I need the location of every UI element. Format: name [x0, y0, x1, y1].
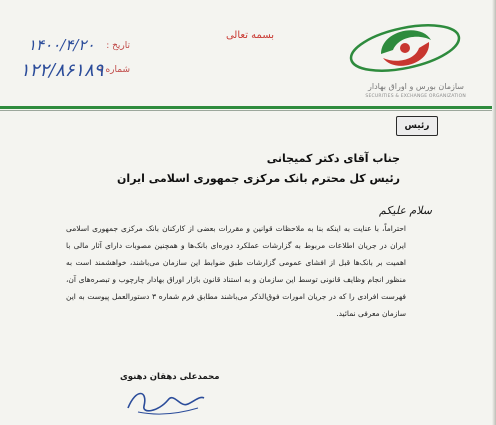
- handwritten-date: ۱۴۰۰/۴/۲۰: [28, 36, 95, 54]
- number-label: شماره :: [99, 65, 130, 75]
- organization-logo: [345, 8, 465, 88]
- handwritten-number: ۱۲۲/۸۶۱۸۹: [20, 60, 104, 81]
- addressee-name: جناب آقای دکتر کمیجانی: [266, 152, 400, 165]
- header-divider-green: [0, 106, 496, 109]
- bismillah-heading: بسمه تعالی: [225, 30, 275, 41]
- org-name-en: SECURITIES & EXCHANGE ORGANIZATION: [365, 94, 466, 99]
- handwritten-signature: [118, 378, 208, 420]
- date-label: تاریخ :: [106, 41, 130, 51]
- office-stamp: رئیس: [396, 116, 438, 136]
- letter-body: [66, 220, 406, 322]
- org-name-fa: سازمان بورس و اوراق بهادار: [367, 82, 464, 91]
- body-paragraph: احتراماً، با عنایت به اینکه بنا به ملاحظات قوانین و مقررات بعضی از کارکنان بانک مرکزی جمهوری اسلامی ایران در جریان اطلاعات مربوط به گزارشات عملکرد دوره‌ای بانک‌ها و همچنین مصوبات دارای آثار مالی با اهمیت بر بانک‌ها قبل از افشای عمومی گزارشات طبق ضوابط این سازمان می‌باشند، خواهشمند است به منظور انجام وظایف قانونی توسط این سازمان و به استناد قانون بازار اوراق بهادار چارچوب و تبصره‌های آن، فهرست افرادی را که در جریان امورات فوق‌الذکر می‌باشند مطابق فرم شماره ۳ دستورالعمل پیوست به این سازمان معرفی نمائید.: [66, 224, 406, 318]
- page-edge-shadow: [492, 0, 496, 425]
- salutation: سلام علیکم: [378, 204, 432, 217]
- signer-name: محمدعلی دهقان دهنوی: [120, 372, 220, 382]
- header-divider-grey: [0, 110, 496, 111]
- addressee-title: رئیس کل محترم بانک مرکزی جمهوری اسلامی ایران: [117, 172, 400, 185]
